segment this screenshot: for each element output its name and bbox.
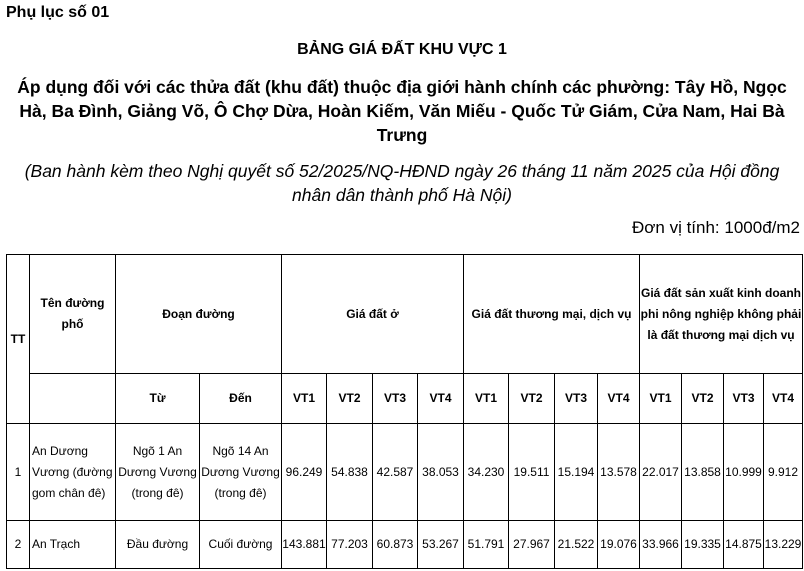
header-vt4: VT4 <box>418 374 464 424</box>
cell-commercial-vt4: 19.076 <box>598 521 640 569</box>
cell-commercial-vt2: 27.967 <box>509 521 555 569</box>
cell-commercial-vt1: 51.791 <box>464 521 509 569</box>
appendix-label: Phụ lục số 01 <box>6 4 110 21</box>
cell-nonagri-vt2: 19.335 <box>682 521 724 569</box>
table-header-row <box>7 255 803 374</box>
header-tt: TT <box>7 255 30 424</box>
cell-residential-vt1: 96.249 <box>282 424 327 521</box>
cell-nonagri-vt3: 10.999 <box>724 424 764 521</box>
header-street: Tên đường phố <box>30 255 116 374</box>
cell-nonagri-vt2: 13.858 <box>682 424 724 521</box>
header-vt4: VT4 <box>598 374 640 424</box>
cell-nonagri-vt4: 13.229 <box>764 521 803 569</box>
header-vt3: VT3 <box>724 374 764 424</box>
header-vt1: VT1 <box>640 374 682 424</box>
land-price-table <box>6 254 803 569</box>
cell-street: An Trạch <box>30 521 116 569</box>
cell-commercial-vt3: 21.522 <box>555 521 598 569</box>
page-subtitle: Áp dụng đối với các thửa đất (khu đất) thuộc địa giới hành chính các phường: Tây Hồ, Ngọc Hà, Ba Đình, Giảng Võ, Ô Chợ Dừa, Hoàn Kiếm, Văn Miếu - Quốc Tử Giám, Cửa Nam, Hai Bà Trưng <box>17 77 787 145</box>
header-to: Đến <box>200 374 282 424</box>
cell-to: Cuối đường <box>200 521 282 569</box>
cell-street: An Dương Vương (đường gom chân đê) <box>30 424 116 521</box>
cell-nonagri-vt1: 22.017 <box>640 424 682 521</box>
cell-to: Ngõ 14 An Dương Vương (trong đê) <box>200 424 282 521</box>
table-row <box>7 424 803 521</box>
header-vt1: VT1 <box>464 374 509 424</box>
header-residential: Giá đất ở <box>282 255 464 374</box>
cell-nonagri-vt3: 14.875 <box>724 521 764 569</box>
header-from: Từ <box>116 374 200 424</box>
header-vt3: VT3 <box>555 374 598 424</box>
header-vt1: VT1 <box>282 374 327 424</box>
header-vt4: VT4 <box>764 374 803 424</box>
header-vt2: VT2 <box>327 374 373 424</box>
cell-nonagri-vt4: 9.912 <box>764 424 803 521</box>
unit-label: Đơn vị tính: 1000đ/m2 <box>631 218 800 237</box>
decree-note: (Ban hành kèm theo Nghị quyết số 52/2025/NQ-HĐND ngày 26 tháng 11 năm 2025 của Hội đồng nhân dân thành phố Hà Nội) <box>24 161 780 205</box>
table-subheader-row <box>7 374 803 424</box>
header-vt2: VT2 <box>682 374 724 424</box>
cell-residential-vt2: 77.203 <box>327 521 373 569</box>
cell-commercial-vt1: 34.230 <box>464 424 509 521</box>
cell-residential-vt3: 42.587 <box>373 424 418 521</box>
header-vt3: VT3 <box>373 374 418 424</box>
cell-from: Đầu đường <box>116 521 200 569</box>
cell-tt: 1 <box>7 424 30 521</box>
cell-residential-vt3: 60.873 <box>373 521 418 569</box>
cell-nonagri-vt1: 33.966 <box>640 521 682 569</box>
cell-residential-vt4: 38.053 <box>418 424 464 521</box>
cell-commercial-vt2: 19.511 <box>509 424 555 521</box>
cell-commercial-vt4: 13.578 <box>598 424 640 521</box>
cell-residential-vt1: 143.881 <box>282 521 327 569</box>
header-nonagri: Giá đất sản xuất kinh doanh phi nông nghiệp không phải là đất thương mại dịch vụ <box>640 255 803 374</box>
header-commercial: Giá đất thương mại, dịch vụ <box>464 255 640 374</box>
cell-residential-vt4: 53.267 <box>418 521 464 569</box>
cell-residential-vt2: 54.838 <box>327 424 373 521</box>
cell-tt: 2 <box>7 521 30 569</box>
page-title: BẢNG GIÁ ĐẤT KHU VỰC 1 <box>297 41 507 58</box>
table-row <box>7 521 803 569</box>
cell-commercial-vt3: 15.194 <box>555 424 598 521</box>
cell-from: Ngõ 1 An Dương Vương (trong đê) <box>116 424 200 521</box>
header-vt2: VT2 <box>509 374 555 424</box>
header-street-blank <box>30 374 116 424</box>
header-segment: Đoạn đường <box>116 255 282 374</box>
